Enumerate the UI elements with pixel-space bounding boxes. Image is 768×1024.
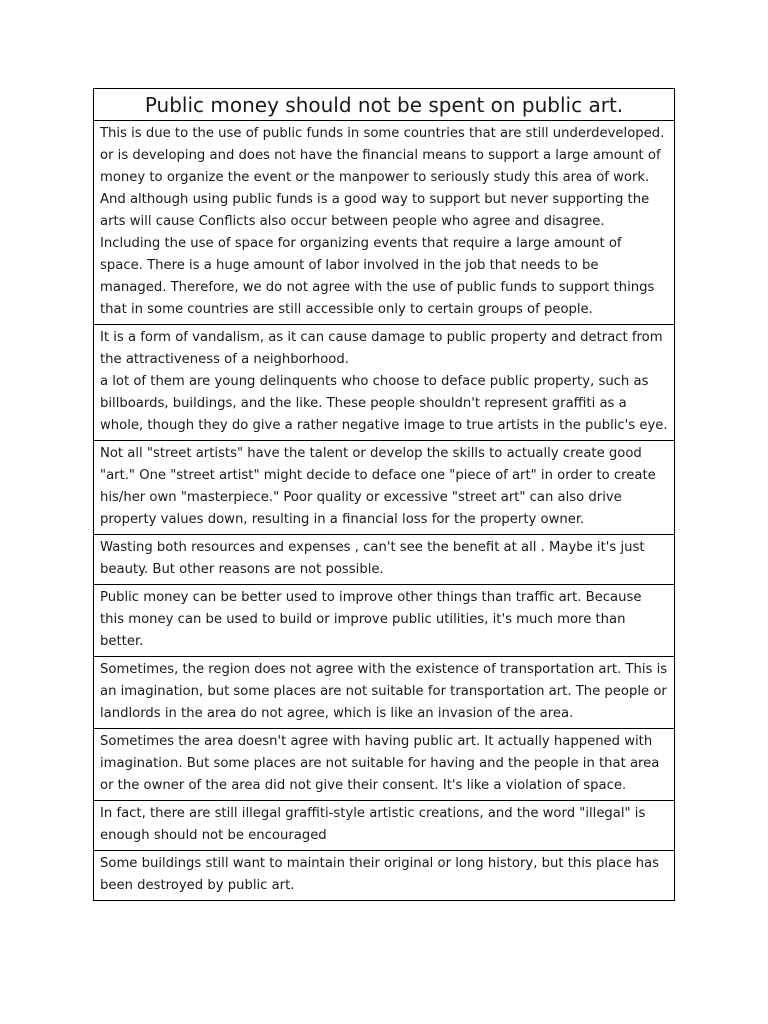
argument-table	[93, 88, 675, 901]
paragraph: Some buildings still want to maintain their original or long history, but this place has been destroyed by public art.	[100, 856, 659, 893]
table-row	[94, 441, 675, 535]
table-header-row	[94, 89, 675, 121]
table-cell	[94, 535, 675, 585]
table-cell	[94, 585, 675, 657]
paragraph: a lot of them are young delinquents who choose to deface public property, such as billboards, buildings, and the like. These people shouldn't represent graffiti as a whole, though they do give a rather negative image to true artists in the public's eye.	[100, 374, 668, 433]
table-cell	[94, 657, 675, 729]
table-row	[94, 535, 675, 585]
table-cell	[94, 441, 675, 535]
paragraph: Public money can be better used to improve other things than traffic art. Because this money can be used to build or improve public utilities, it's much more than better.	[100, 590, 642, 649]
table-row	[94, 801, 675, 851]
table-cell	[94, 729, 675, 801]
table-row	[94, 325, 675, 441]
paragraph: Sometimes the area doesn't agree with having public art. It actually happened with imagination. But some places are not suitable for having and the people in that area or the owner of the area did not give their consent. It's like a violation of space.	[100, 734, 660, 793]
table-cell	[94, 851, 675, 901]
paragraph: In fact, there are still illegal graffiti-style artistic creations, and the word "illegal" is enough should not be encouraged	[100, 806, 646, 843]
paragraph: Sometimes, the region does not agree with the existence of transportation art. This is an imagination, but some places are not suitable for transportation art. The people or landlords in the area do not agree, which is like an invasion of the area.	[100, 662, 668, 721]
paragraph: This is due to the use of public funds in some countries that are still underdeveloped. or is developing and does not have the financial means to support a large amount of money to organize the event or the manpower to seriously study this area of work. And although using public funds is a good way to support but never supporting the arts will cause Conflicts also occur between people who agree and disagree. Including the use of space for organizing events that require a large amount of space. There is a huge amount of labor involved in the job that needs to be managed. Therefore, we do not agree with the use of public funds to support things that in some countries are still accessible only to certain groups of people.	[100, 126, 665, 317]
table-cell	[94, 121, 675, 325]
table-row	[94, 657, 675, 729]
paragraph: It is a form of vandalism, as it can cause damage to public property and detract from the attractiveness of a neighborhood.	[100, 330, 663, 367]
paragraph: Not all "street artists" have the talent or develop the skills to actually create good "art." One "street artist" might decide to deface one "piece of art" in order to create his/her own "masterpiece." Poor quality or excessive "street art" can also drive property values down, resulting in a financial loss for the property owner.	[100, 446, 656, 527]
table-row	[94, 585, 675, 657]
table-row	[94, 121, 675, 325]
table-row	[94, 851, 675, 901]
paragraph: Wasting both resources and expenses , can't see the benefit at all . Maybe it's just beauty. But other reasons are not possible.	[100, 540, 645, 577]
table-cell	[94, 325, 675, 441]
document-title: Public money should not be spent on public art.	[94, 89, 675, 121]
table-row	[94, 729, 675, 801]
table-cell	[94, 801, 675, 851]
